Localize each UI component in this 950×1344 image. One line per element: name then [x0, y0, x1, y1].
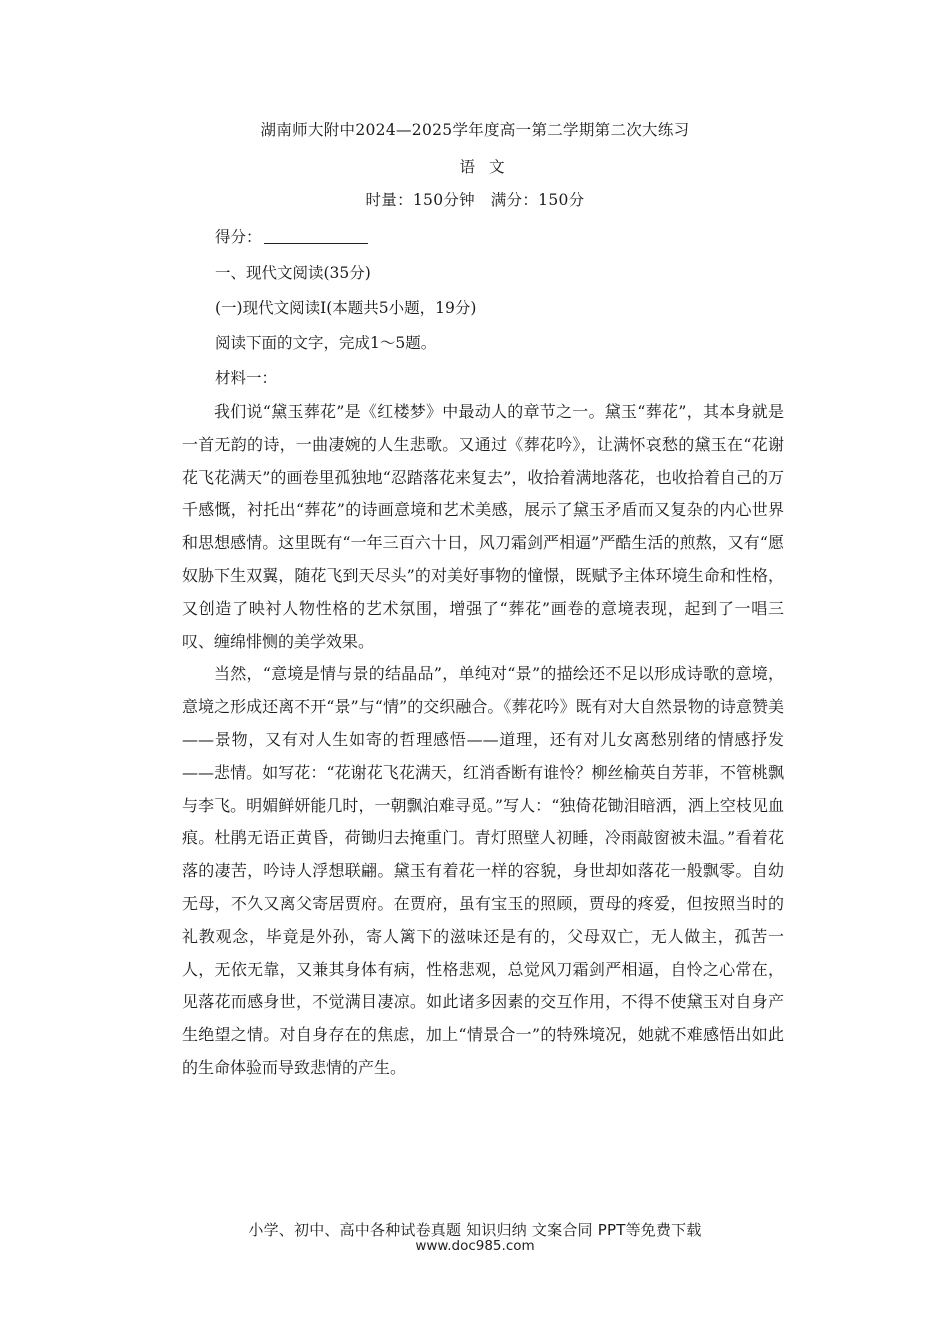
exam-title: 湖南师大附中2024—2025学年度高一第二学期第二次大练习 [260, 121, 690, 139]
passage-paragraph: 我们说“黛玉葬花”是《红楼梦》中最动人的章节之一。黛玉“葬花”，其本身就是一首无韵的诗，一曲凄婉的人生悲歌。又通过《葬花吟》，让满怀哀愁的黛玉在“花谢花飞花满天”的画卷里孤独地“忍踏落花来复去”，收拾着满地落花，也收拾着自己的万千感慨，衬托出“葬花”的诗画意境和艺术美感，展示了黛玉矛盾而又复杂的内心世界和思想感情。这里既有“一年三百六十日，风刀霜剑严相逼”严酷生活的煎熬，又有“愿奴胁下生双翼，随花飞到天尽头”的对美好事物的憧憬，既赋予主体环境生命和性格，又创造了映衬人物性格的艺术氛围，增强了“葬花”画卷的意境表现，起到了一唱三叹、缠绵悱恻的美学效果。 [182, 402, 784, 651]
score-blank [264, 229, 368, 244]
material-label: 材料一： [215, 369, 278, 387]
subject-label: 语文 [459, 158, 519, 176]
footer-ad: 小学、初中、高中各种试卷真题 知识归纳 文案合同 PPT等免费下载 [248, 1221, 702, 1239]
footer-url[interactable]: www.doc985.com [415, 1238, 535, 1254]
exam-meta: 时量：150分钟 满分：150分 [365, 191, 585, 209]
score-label: 得分： [215, 228, 262, 246]
section-subheading: (一)现代文阅读Ⅰ(本题共5小题，19分) [215, 299, 477, 317]
score-line [215, 225, 368, 247]
reading-instruction: 阅读下面的文字，完成1～5题。 [215, 334, 437, 352]
passage [182, 396, 784, 1085]
passage-paragraph: 当然，“意境是情与景的结晶品”，单纯对“景”的描绘还不足以形成诗歌的意境，意境之形成还离不开“景”与“情”的交织融合。《葬花吟》既有对大自然景物的诗意赞美——景物，又有对人生如寄的哲理感悟——道理，还有对儿女离愁别绪的情感抒发——悲情。如写花：“花谢花飞花满天，红消香断有谁怜？柳丝榆英自芳菲，不管桃飘与李飞。明媚鲜妍能几时，一朝飘泊难寻觅。”写人：“独倚花锄泪暗洒，洒上空枝见血痕。杜鹃无语正黄昏，荷锄归去掩重门。青灯照壁人初睡，冷雨敲窗被未温。”看着花落的凄苦，吟诗人浮想联翩。黛玉有着花一样的容貌，身世却如落花一般飘零。自幼无母，不久又离父寄居贾府。在贾府，虽有宝玉的照顾，贾母的疼爱，但按照当时的礼教观念，毕竟是外孙，寄人篱下的滋味还是有的，父母双亡，无人做主，孤苦一人，无依无靠，又兼其身体有病，性格悲观，总觉风刀霜剑严相逼，自怜之心常在，见落花而感身世，不觉满目凄凉。如此诸多因素的交互作用，不得不使黛玉对自身产生绝望之情。对自身存在的焦虑，加上“情景合一”的特殊境况，她就不难感悟出如此的生命体验而导致悲情的产生。 [182, 664, 784, 1077]
section-heading: 一、现代文阅读(35分) [215, 264, 371, 282]
